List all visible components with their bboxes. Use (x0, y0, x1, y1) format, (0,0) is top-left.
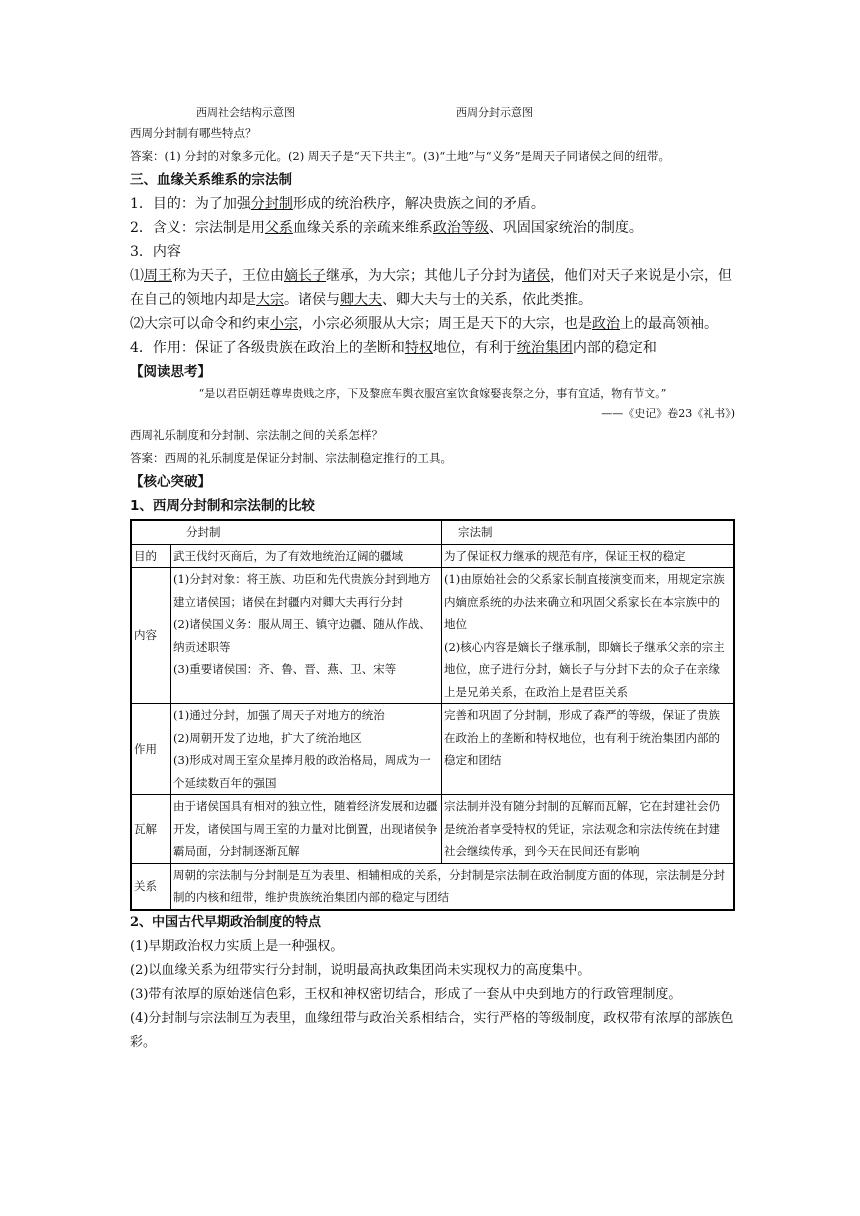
text: ，他们对天子来说是小宗，但在自己的领地内却是 (130, 268, 732, 308)
quote-source: ——《史记》卷23《礼书》) (601, 407, 735, 420)
table-title: 1、西周分封制和宗法制的比较 (130, 498, 315, 514)
cell-text: 武王伐纣灭商后，为了有效地统治辽阔的疆域 (173, 548, 403, 563)
paragraph-purpose (130, 192, 735, 216)
row-label: 内容 (131, 568, 171, 704)
table-row (131, 795, 734, 864)
cell-text: (3)形成对周王室众星捧月般的政治格局，周成为一个延续数百年的强国 (173, 753, 431, 790)
underlined-term: 特权 (404, 340, 433, 356)
list-item: (3)带有浓厚的原始迷信色彩，王权和神权密切结合，形成了一套从中央到地方的行政管理制度。 (130, 986, 682, 1002)
underlined-term: 政治 (592, 316, 620, 332)
underlined-term: 卿大夫 (340, 292, 382, 308)
cell-text: 由于诸侯国具有相对的独立性，随着经济发展和边疆开发，诸侯国与周王室的力量对比倒置，出现诸侯争霸局面，分封制逐渐瓦解 (173, 799, 438, 858)
text: 继承，为大宗；其他儿子分封为 (326, 268, 522, 284)
text: 形成的统治秩序，解决贵族之间的矛盾。 (292, 196, 545, 212)
cell-fengjian (171, 544, 442, 568)
comparison-table (130, 519, 735, 911)
table-row (131, 544, 734, 568)
text: 称为天子，王位由 (172, 268, 284, 284)
question-1: 西周分封制有哪些特点？ (130, 126, 257, 140)
answer-1: 答案：(1) 分封的对象多元化。(2) 周天子是“天下共主”。(3)“土地”与“义务”是周天子同诸侯之间的纽带。 (130, 149, 670, 163)
list-item: (1)早期政治权力实质上是一种强权。 (130, 938, 344, 954)
underlined-term: 嫡长子 (284, 268, 326, 284)
text: 内部的稳定和 (572, 340, 657, 356)
text: 4．作用：保证了各级贵族在政治上的垄断和 (130, 340, 405, 356)
cell-text: (2)核心内容是嫡长子继承制，即嫡长子继承父亲的宗主地位，庶子进行分封，嫡长子与分封下去的众子在亲缘上是兄弟关系，在政治上是君臣关系 (444, 639, 725, 699)
text: 。诸侯与 (284, 292, 340, 308)
cell-fengjian (171, 568, 442, 704)
text: ，小宗必须服从大宗；周王是天下的大宗，也是 (298, 316, 592, 332)
list-item: (4)分封制与宗法制互为表里，血缘纽带与政治关系相结合，实行严格的等级制度，政权带有浓厚的部族色彩。 (130, 1010, 734, 1050)
cell-text: (1)由原始社会的父系家长制直接演变而来，用规定宗族内嫡庶系统的办法来确立和巩固父系家长在本宗族中的地位 (444, 572, 725, 631)
paragraph-content-heading: 3．内容 (130, 244, 181, 260)
reading-title: 【阅读思考】 (130, 364, 211, 380)
underlined-term: 父系 (264, 220, 293, 236)
underlined-term: 统治集团 (516, 340, 573, 356)
cell-text: (2)周朝开发了边地，扩大了统治地区 (173, 730, 362, 745)
underlined-term: 诸侯 (522, 268, 550, 284)
cell-text: 宗法制并没有随分封制的瓦解而瓦解，它在封建社会仍是统治者享受特权的凭证，宗法观念和宗法传统在封建社会继续传承，到今天在民间还有影响 (444, 799, 720, 858)
section-3-title: 三、血缘关系维系的宗法制 (130, 172, 292, 188)
text: 地位，有利于 (432, 340, 517, 356)
paragraph-function (130, 336, 735, 360)
cell-relation: 周朝的宗法制与分封制是互为表里、相辅相成的关系，分封制是宗法制在政治制度方面的体现，宗法制是分封制的内核和纽带，维护贵族统治集团内部的稳定与团结 (171, 863, 735, 910)
underlined-term: 大宗 (256, 292, 284, 308)
document-page (130, 100, 735, 1055)
row-label: 瓦解 (131, 795, 171, 864)
quote-text: “是以君臣朝廷尊卑贵贱之序，下及黎庶车舆衣服宫室饮食嫁娶丧祭之分，事有宜适，物有节文。” (198, 387, 667, 400)
list-item: (2)以血缘关系为纽带实行分封制，说明最高执政集团尚未实现权力的高度集中。 (130, 962, 591, 978)
cell-zongfa (442, 568, 735, 704)
table-header-row (131, 520, 734, 544)
underlined-term: 小宗 (270, 316, 298, 332)
section-2-title: 2、中国古代早期政治制度的特点 (130, 914, 322, 930)
answer-2: 答案：西周的礼乐制度是保证分封制、宗法制稳定推行的工具。 (130, 451, 452, 465)
cell-text: (1)通过分封，加强了周天子对地方的统治 (173, 708, 385, 722)
caption-social-structure: 西周社会结构示意图 (196, 106, 295, 119)
table-row (131, 568, 734, 704)
row-label: 作用 (131, 704, 171, 795)
text: ⑵大宗可以命令和约束 (130, 316, 270, 332)
table-row (131, 704, 734, 795)
table-row (131, 863, 734, 910)
paragraph-content-2 (130, 312, 735, 336)
cell-text: 为了保证权力继承的规范有序，保证王权的稳定 (444, 548, 686, 563)
underlined-term: 政治等级 (432, 220, 489, 236)
cell-text: 完善和巩固了分封制，形成了森严的等级，保证了贵族在政治上的垄断和特权地位，也有利于统治集团内部的稳定和团结 (444, 708, 720, 767)
text: ⑴ (130, 268, 144, 284)
text: 血缘关系的亲疏来维系 (292, 220, 433, 236)
cell-zongfa (442, 704, 735, 795)
row-label: 关系 (131, 863, 171, 910)
text: 1．目的：为了加强 (130, 196, 251, 212)
cell-text: (3)重要诸侯国：齐、鲁、晋、燕、卫、宋等 (173, 662, 397, 676)
underlined-term: 周王 (144, 268, 172, 284)
cell-text: (1)分封对象：将王族、功臣和先代贵族分封到地方建立诸侯国；诸侯在封疆内对卿大夫再行分封 (173, 572, 431, 609)
cell-fengjian (171, 795, 442, 864)
cell-zongfa (442, 544, 735, 568)
caption-fengjian-map: 西周分封示意图 (456, 106, 533, 119)
row-label: 目的 (131, 544, 171, 568)
paragraph-meaning (130, 216, 735, 240)
underlined-term: 分封制 (250, 196, 293, 212)
figure-captions (130, 100, 735, 122)
question-2: 西周礼乐制度和分封制、宗法制之间的关系怎样？ (130, 428, 383, 442)
text: 、巩固国家统治的制度。 (488, 220, 643, 236)
paragraph-content-1 (130, 264, 735, 312)
text: 2．含义：宗法制是用 (130, 220, 265, 236)
text: 、卿大夫与士的关系，依此类推。 (382, 292, 592, 308)
cell-text: (2)诸侯国义务：服从周王、镇守边疆、随从作战、纳贡述职等 (173, 617, 431, 654)
text: 上的最高领袖。 (620, 316, 718, 332)
header-fengjian: 分封制 (131, 520, 442, 544)
cell-zongfa (442, 795, 735, 864)
core-title: 【核心突破】 (130, 474, 211, 490)
cell-fengjian (171, 704, 442, 795)
header-zongfa: 宗法制 (442, 520, 735, 544)
